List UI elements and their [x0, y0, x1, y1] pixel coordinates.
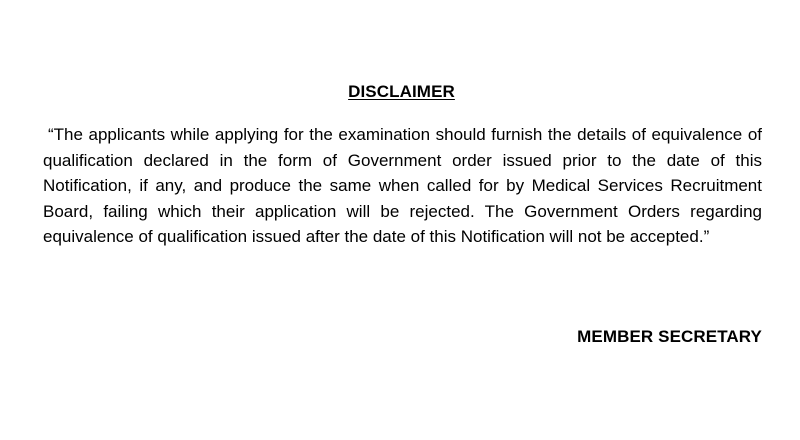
- signature-designation: MEMBER SECRETARY: [577, 327, 762, 346]
- disclaimer-body: “The applicants while applying for the examination should furnish the details of equivalence of qualification declared in the form of Government order issued prior to the date of this Notification, if any, and produce the same when called for by Medical Services Recruitment Board, failing which their application will be rejected. The Government Orders regarding equivalence of qualification issued after the date of this Notification will not be accepted.”: [43, 125, 762, 247]
- disclaimer-title: DISCLAIMER: [348, 82, 455, 101]
